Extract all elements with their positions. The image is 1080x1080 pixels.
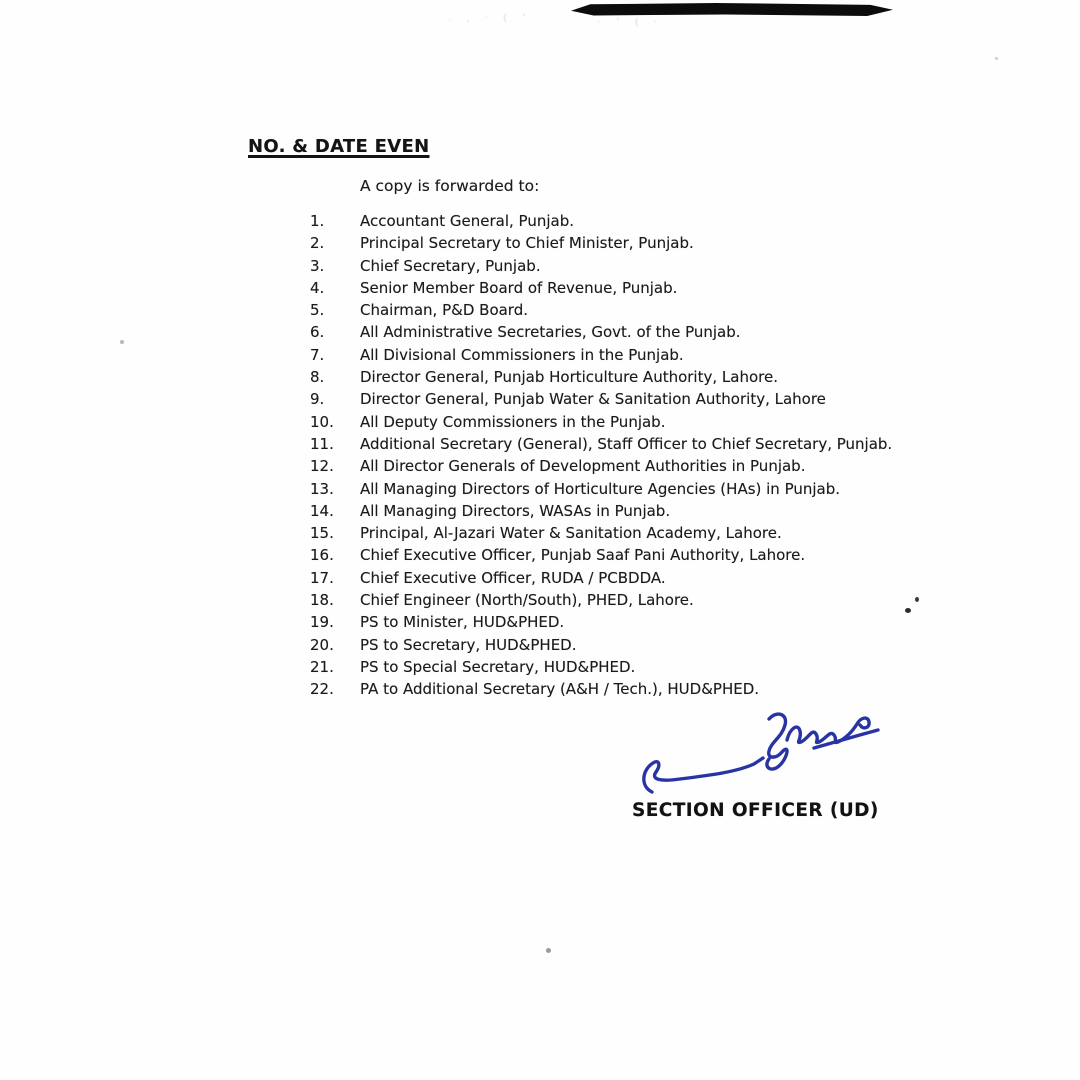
list-item-text: All Divisional Commissioners in the Punjab. [360, 345, 684, 364]
handwritten-signature [630, 706, 890, 798]
list-item [310, 411, 970, 433]
list-item-text: Principal Secretary to Chief Minister, Punjab. [360, 234, 694, 253]
list-item [310, 344, 970, 366]
ink-speck [905, 608, 911, 613]
list-item [310, 232, 970, 254]
list-item-text: Chairman, P&D Board. [360, 301, 529, 320]
list-item-number: 12. [310, 457, 334, 476]
list-item [310, 589, 970, 611]
list-item-text: Additional Secretary (General), Staff Officer to Chief Secretary, Punjab. [360, 434, 893, 453]
list-item-text: Director General, Punjab Horticulture Authority, Lahore. [360, 368, 778, 387]
list-item-number: 5. [310, 301, 325, 320]
list-item-number: 18. [310, 591, 334, 610]
list-item [310, 388, 970, 410]
list-item-number: 11. [310, 434, 334, 453]
list-item-text: PS to Minister, HUD&PHED. [360, 613, 565, 632]
reference-heading: NO. & DATE EVEN [248, 136, 430, 157]
list-item [310, 500, 970, 522]
list-item [310, 611, 970, 633]
scan-speck [995, 57, 998, 60]
list-item [310, 299, 970, 321]
list-item-text: Chief Engineer (North/South), PHED, Lahore. [360, 591, 694, 610]
list-item [310, 678, 970, 700]
signature-letters-stroke [787, 718, 869, 742]
scan-speck [546, 948, 551, 953]
list-item-text: PS to Secretary, HUD&PHED. [360, 635, 577, 654]
list-item-text: All Managing Directors, WASAs in Punjab. [360, 501, 671, 520]
list-item [310, 255, 970, 277]
list-item-number: 7. [310, 345, 325, 364]
ink-speck [915, 597, 919, 602]
list-item [310, 522, 970, 544]
list-item-text: Chief Secretary, Punjab. [360, 256, 541, 275]
list-item [310, 210, 970, 232]
list-item-number: 21. [310, 657, 334, 676]
list-item-number: 6. [310, 323, 325, 342]
list-item-number: 17. [310, 568, 334, 587]
list-item-number: 3. [310, 256, 325, 275]
list-item-text: Senior Member Board of Revenue, Punjab. [360, 278, 678, 297]
list-item-text: Director General, Punjab Water & Sanitation Authority, Lahore [360, 390, 826, 409]
list-item-number: 13. [310, 479, 334, 498]
list-item-number: 16. [310, 546, 334, 565]
list-item [310, 634, 970, 656]
list-item [310, 478, 970, 500]
list-item-number: 1. [310, 212, 325, 230]
list-item-text: Chief Executive Officer, RUDA / PCBDDA. [360, 568, 666, 587]
list-item-number: 4. [310, 278, 325, 297]
list-item-text: All Director Generals of Development Authorities in Punjab. [360, 457, 806, 476]
list-item [310, 321, 970, 343]
list-item-number: 9. [310, 390, 325, 409]
list-item [310, 455, 970, 477]
list-item-number: 2. [310, 234, 325, 253]
signature-baseline-stroke [644, 758, 763, 792]
list-item-number: 19. [310, 613, 334, 632]
list-item-number: 14. [310, 501, 334, 520]
list-item-number: 10. [310, 412, 334, 431]
list-item-text: PA to Additional Secretary (A&H / Tech.), HUD&PHED. [360, 680, 760, 699]
scan-edge-artifact-bar [571, 3, 893, 16]
signature-flourish-stroke [767, 714, 787, 769]
scan-smudge: · ’ ( · [598, 17, 663, 28]
scan-smudge: . , · ( ’ [448, 13, 532, 24]
list-item [310, 567, 970, 589]
forwarding-line: A copy is forwarded to: [360, 177, 540, 195]
list-item [310, 656, 970, 678]
list-item-text: All Administrative Secretaries, Govt. of the Punjab. [360, 323, 741, 342]
scan-speck [120, 340, 124, 344]
list-item-text: All Managing Directors of Horticulture Agencies (HAs) in Punjab. [360, 479, 841, 498]
distribution-list [310, 210, 970, 701]
list-item-number: 15. [310, 524, 334, 543]
list-item [310, 544, 970, 566]
list-item-text: Accountant General, Punjab. [360, 212, 575, 230]
list-item-number: 22. [310, 680, 334, 699]
list-item-number: 8. [310, 368, 325, 387]
list-item-text: PS to Special Secretary, HUD&PHED. [360, 657, 636, 676]
signatory-designation: SECTION OFFICER (UD) [632, 800, 879, 821]
list-item [310, 366, 970, 388]
list-item-text: Chief Executive Officer, Punjab Saaf Pani Authority, Lahore. [360, 546, 806, 565]
list-item-number: 20. [310, 635, 334, 654]
list-item [310, 277, 970, 299]
list-item-text: All Deputy Commissioners in the Punjab. [360, 412, 666, 431]
list-item [310, 433, 970, 455]
list-item-text: Principal, Al-Jazari Water & Sanitation Academy, Lahore. [360, 524, 782, 543]
